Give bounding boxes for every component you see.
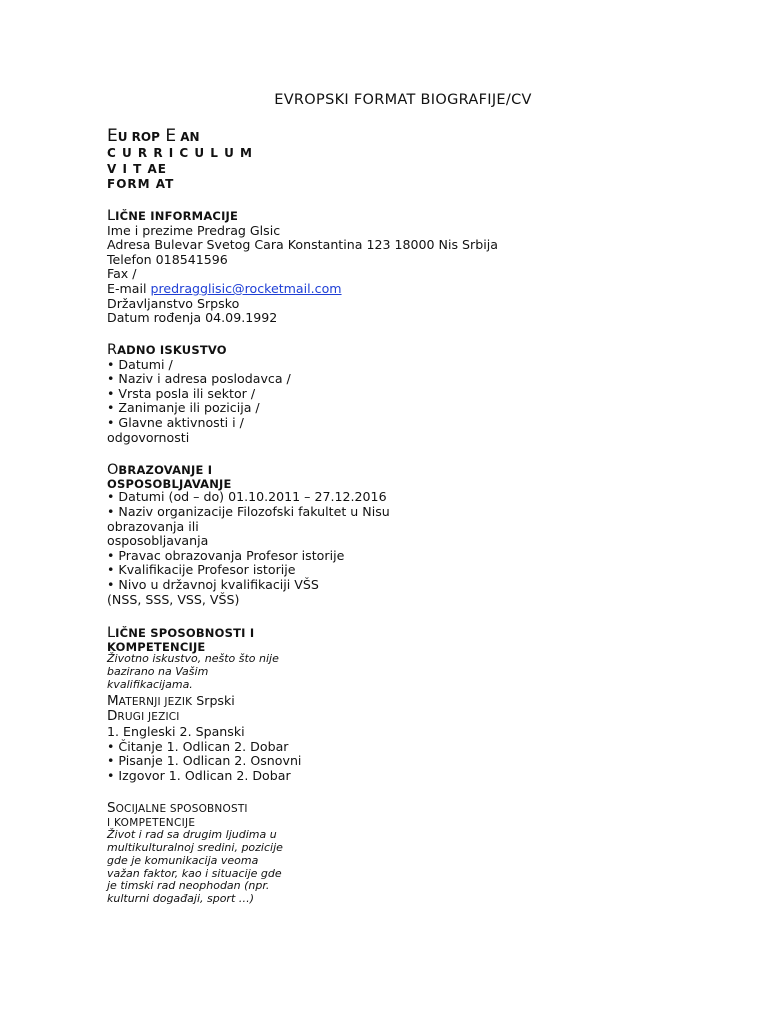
citizenship-line: Državljanstvo Srpsko (107, 295, 240, 311)
euro-header-line2: C U R R I C U L U M (107, 146, 253, 160)
personal-skills-heading: LIČNE SPOSOBNOSTI I (107, 625, 255, 641)
work-item: odgovornosti (107, 429, 190, 445)
work-item: • Naziv i adresa poslodavca / (107, 371, 291, 387)
address-line: Adresa Bulevar Svetog Cara Konstantina 123 18000 Nis Srbija (107, 237, 498, 253)
euro-header-line4: FORM AT (107, 177, 175, 192)
mother-tongue-line: MATERNJI JEZIK Srpski (107, 692, 235, 709)
language-item: • Pisanje 1. Odlican 2. Osnovni (107, 753, 302, 769)
phone-line: Telefon 018541596 (107, 251, 228, 267)
social-skills-section (107, 801, 527, 906)
work-item: • Datumi / (107, 356, 173, 372)
euro-cv-header (107, 127, 527, 193)
skills-note-line: bazirano na Vašim (107, 665, 209, 679)
social-note-line: važan faktor, kao i situacije gde (107, 866, 282, 880)
document-title: EVROPSKI FORMAT BIOGRAFIJE/CV (274, 92, 532, 108)
email-line: E-mail predragglisic@rocketmail.com (107, 280, 342, 296)
education-subheading: OSPOSOBLJAVANJE (107, 476, 232, 491)
work-item: • Zanimanje ili pozicija / (107, 400, 260, 416)
email-link[interactable]: predragglisic@rocketmail.com (150, 280, 342, 296)
personal-info-section (107, 208, 527, 326)
language-item: • Izgovor 1. Odlican 2. Dobar (107, 767, 291, 783)
other-languages-heading: DRUGI JEZICI (107, 708, 180, 725)
education-item: • Nivo u državnoj kvalifikaciji VŠS (107, 576, 319, 592)
social-note-line: je timski rad neophodan (npr. (107, 879, 270, 893)
social-note-line: multikulturalnoj sredini, pozicije (107, 840, 283, 854)
education-item: • Naziv organizacije Filozofski fakultet u Nisu (107, 503, 390, 519)
education-item: • Pravac obrazovanja Profesor istorije (107, 547, 345, 563)
personal-info-heading: LIČNE INFORMACIJE (107, 208, 239, 224)
education-item: • Datumi (od – do) 01.10.2011 – 27.12.2016 (107, 489, 387, 505)
name-line: Ime i prezime Predrag Glsic (107, 222, 281, 238)
skills-note-line: kvalifikacijama. (107, 677, 193, 691)
social-skills-heading: SOCIJALNE SPOSOBNOSTI (107, 800, 248, 816)
fax-line: Fax / (107, 266, 137, 282)
personal-skills-section (107, 625, 527, 783)
social-skills-subheading: I KOMPETENCIJE (107, 816, 196, 829)
education-item: (NSS, SSS, VSS, VŠS) (107, 591, 240, 607)
social-note-line: kulturni događaji, sport …) (107, 892, 255, 906)
work-item: • Glavne aktivnosti i / (107, 414, 244, 430)
euro-header-line1: EU ROP E AN (107, 126, 200, 146)
euro-header-line3: V I T AE (107, 161, 167, 176)
education-heading: OBRAZOVANJE I (107, 462, 213, 478)
education-section (107, 462, 527, 607)
work-experience-section (107, 342, 527, 445)
social-note-line: gde je komunikacija veoma (107, 853, 259, 867)
language-item: 1. Engleski 2. Spanski (107, 723, 245, 739)
language-item: • Čitanje 1. Odlican 2. Dobar (107, 738, 289, 754)
birthdate-line: Datum rođenja 04.09.1992 (107, 310, 278, 326)
personal-skills-subheading: KOMPETENCIJE (107, 639, 206, 654)
education-item: obrazovanja ili (107, 518, 199, 534)
education-item: • Kvalifikacije Profesor istorije (107, 562, 296, 578)
social-note-line: Život i rad sa drugim ljudima u (107, 828, 277, 842)
work-item: • Vrsta posla ili sektor / (107, 385, 256, 401)
work-experience-heading: RADNO ISKUSTVO (107, 342, 227, 358)
education-item: osposobljavanja (107, 533, 209, 549)
skills-note-line: Životno iskustvo, nešto što nije (107, 652, 279, 666)
